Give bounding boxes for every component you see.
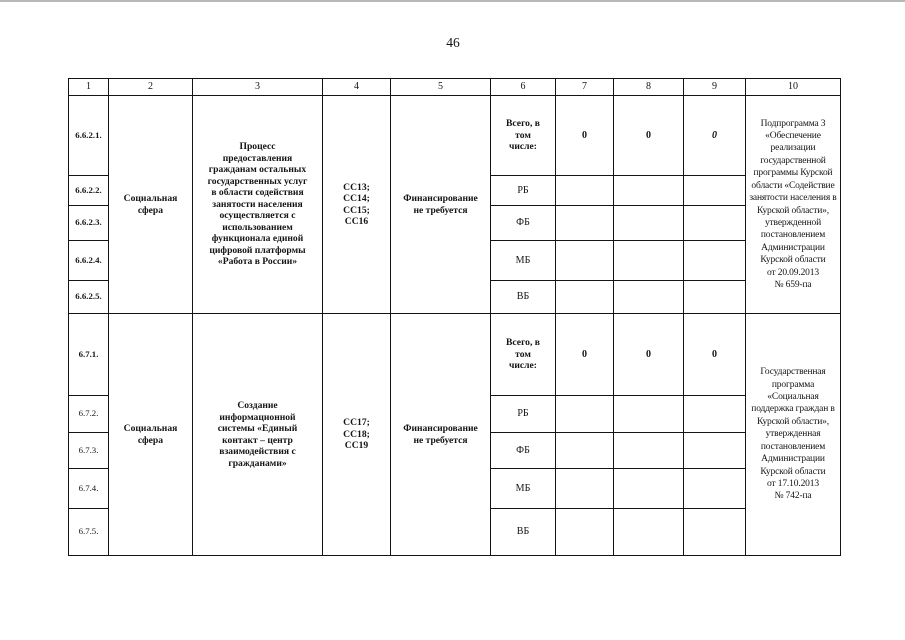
value-cell-col9 — [684, 509, 746, 556]
value-cell-col7 — [556, 241, 614, 281]
value-cell-col8 — [614, 176, 684, 206]
page-number: 46 — [446, 35, 460, 50]
value-cell-col8 — [614, 206, 684, 241]
program-cell: Подпрограмма 3 «Обеспечение реализации государственной программы Курской области «Содействие занятости населения в Курской области», утвержденной постановлением Администрации Курской области от 20.09.2013 № 659-па — [746, 96, 841, 314]
header-row — [69, 79, 841, 96]
value-cell-col8: 0 — [614, 96, 684, 176]
header-cell-4: 4 — [323, 79, 391, 96]
value-cell-col9 — [684, 396, 746, 433]
header-cell-2: 2 — [109, 79, 193, 96]
value-cell-col7 — [556, 176, 614, 206]
value-cell-col7: 0 — [556, 96, 614, 176]
indicators-cell: СС17; СС18; СС19 — [323, 314, 391, 556]
row-number-cell: 6.6.2.3. — [69, 206, 109, 241]
table-row — [69, 314, 841, 396]
value-cell-col9: 0 — [684, 96, 746, 176]
value-cell-col8 — [614, 396, 684, 433]
value-cell-col9 — [684, 206, 746, 241]
header-cell-5: 5 — [391, 79, 491, 96]
funding-source-cell: МБ — [491, 469, 556, 509]
value-cell-col8: 0 — [614, 314, 684, 396]
value-cell-col7 — [556, 469, 614, 509]
row-number-cell: 6.6.2.5. — [69, 281, 109, 314]
value-cell-col8 — [614, 433, 684, 469]
value-cell-col7: 0 — [556, 314, 614, 396]
value-cell-col9 — [684, 281, 746, 314]
value-cell-col7 — [556, 206, 614, 241]
row-number-cell: 6.7.3. — [69, 433, 109, 469]
value-cell-col8 — [614, 509, 684, 556]
funding-source-cell: ФБ — [491, 206, 556, 241]
value-cell-col8 — [614, 469, 684, 509]
row-number-cell: 6.6.2.4. — [69, 241, 109, 281]
funding-source-cell: РБ — [491, 396, 556, 433]
row-number-cell: 6.7.4. — [69, 469, 109, 509]
funding-source-cell: ВБ — [491, 281, 556, 314]
row-number-cell: 6.7.1. — [69, 314, 109, 396]
value-cell-col9 — [684, 241, 746, 281]
funding-source-cell: ФБ — [491, 433, 556, 469]
funding-source-cell: ВБ — [491, 509, 556, 556]
financing-cell: Финансирование не требуется — [391, 96, 491, 314]
value-cell-col7 — [556, 433, 614, 469]
sphere-cell: Социальная сфера — [109, 314, 193, 556]
scan-edge — [0, 0, 905, 2]
header-cell-10: 10 — [746, 79, 841, 96]
value-cell-col9 — [684, 433, 746, 469]
sphere-cell: Социальная сфера — [109, 96, 193, 314]
row-number-cell: 6.7.2. — [69, 396, 109, 433]
funding-source-cell: МБ — [491, 241, 556, 281]
financing-cell: Финансирование не требуется — [391, 314, 491, 556]
header-cell-1: 1 — [69, 79, 109, 96]
row-number-cell: 6.6.2.1. — [69, 96, 109, 176]
funding-source-cell: Всего, в том числе: — [491, 314, 556, 396]
measures-table — [68, 78, 841, 556]
funding-source-cell: РБ — [491, 176, 556, 206]
header-cell-9: 9 — [684, 79, 746, 96]
measure-cell: Процесс предоставления гражданам остальных государственных услуг в области содействия занятости населения осуществляется с использованием функционала единой цифровой платформы «Работа в России» — [193, 96, 323, 314]
indicators-cell: СС13; СС14; СС15; СС16 — [323, 96, 391, 314]
value-cell-col7 — [556, 509, 614, 556]
header-cell-6: 6 — [491, 79, 556, 96]
row-number-cell: 6.7.5. — [69, 509, 109, 556]
program-cell: Государственная программа «Социальная поддержка граждан в Курской области», утвержденная постановлением Администрации Курской области от 17.10.2013 № 742-па — [746, 314, 841, 556]
value-cell-col9 — [684, 176, 746, 206]
header-cell-8: 8 — [614, 79, 684, 96]
header-cell-3: 3 — [193, 79, 323, 96]
value-cell-col8 — [614, 241, 684, 281]
table-row — [69, 96, 841, 176]
header-cell-7: 7 — [556, 79, 614, 96]
value-cell-col7 — [556, 281, 614, 314]
value-cell-col8 — [614, 281, 684, 314]
value-cell-col7 — [556, 396, 614, 433]
value-cell-col9: 0 — [684, 314, 746, 396]
funding-source-cell: Всего, в том числе: — [491, 96, 556, 176]
row-number-cell: 6.6.2.2. — [69, 176, 109, 206]
measure-cell: Создание информационной системы «Единый контакт – центр взаимодействия с гражданами» — [193, 314, 323, 556]
value-cell-col9 — [684, 469, 746, 509]
